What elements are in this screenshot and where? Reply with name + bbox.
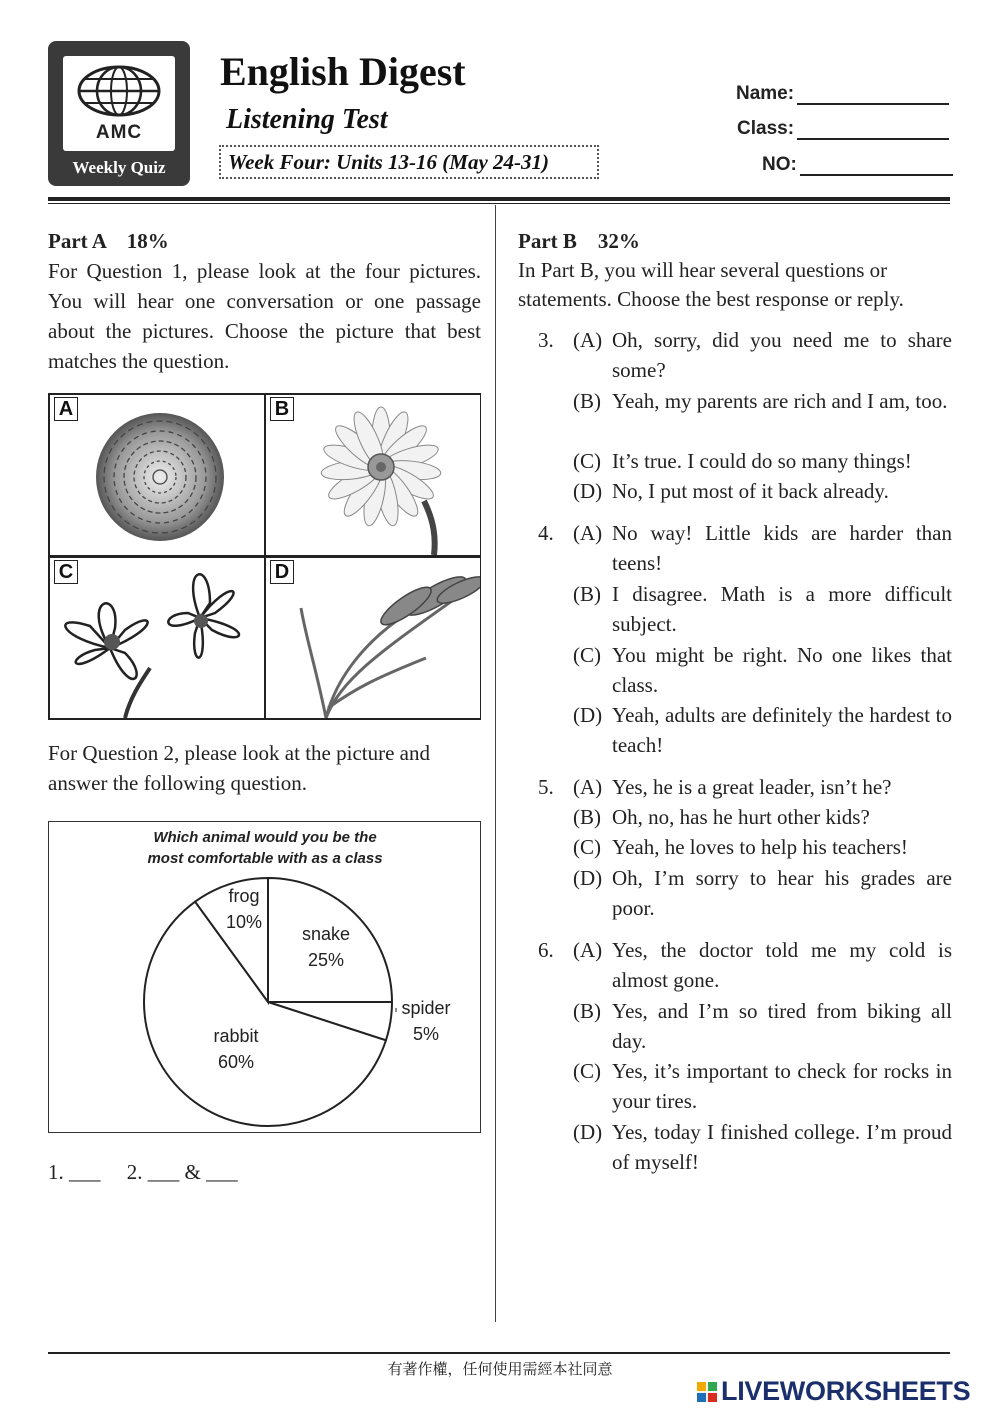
pie-value-rabbit: 60%	[217, 1052, 255, 1072]
pie-value-spider: 5%	[412, 1024, 440, 1044]
brand-text: LIVEWORKSHEETS	[721, 1376, 971, 1406]
question-number: 3.	[538, 328, 554, 352]
option-letter: (D)	[573, 479, 603, 503]
question-6-option-a[interactable]	[573, 935, 952, 995]
question-4-option-c[interactable]	[573, 640, 952, 700]
picture-label: D	[270, 560, 294, 584]
question-3-option-d[interactable]	[573, 476, 952, 506]
page-title: English Digest	[220, 49, 466, 94]
pie-label-snake: snake	[301, 924, 351, 944]
option-letter: (B)	[573, 805, 601, 829]
copyright-notice: 有著作權，任何使用需經本社同意	[387, 1360, 613, 1378]
picture-grid	[48, 393, 481, 720]
option-letter: (B)	[573, 389, 601, 413]
page-subtitle: Listening Test	[226, 104, 388, 135]
pie-label-rabbit: rabbit	[213, 1026, 259, 1046]
option-letter: (B)	[573, 999, 601, 1023]
question-5-option-a[interactable]	[573, 772, 952, 802]
option-text: Oh, no, has he hurt other kids?	[612, 805, 870, 829]
option-letter: (A)	[573, 521, 603, 545]
chart-title: Which animal would you be the most comfortable with as a class	[147, 829, 383, 867]
picture-a[interactable]	[50, 395, 264, 555]
picture-c[interactable]	[50, 558, 264, 718]
option-letter: (C)	[573, 643, 601, 667]
picture-label: B	[270, 397, 294, 421]
pie-value-snake: 25%	[307, 950, 345, 970]
question-number: 5.	[538, 775, 554, 799]
logo-caption: Weekly Quiz	[72, 158, 166, 177]
liveworksheets-icon	[697, 1382, 717, 1402]
globe-icon	[75, 64, 163, 118]
option-text: No way! Little kids are harder than teens!	[612, 521, 952, 575]
picture-b[interactable]	[266, 395, 480, 555]
question-6-option-d[interactable]	[573, 1117, 952, 1177]
question-5-option-b[interactable]	[573, 802, 952, 832]
logo-text: AMC	[95, 122, 143, 143]
column-divider	[495, 205, 496, 1322]
name-blank[interactable]	[797, 83, 949, 105]
question-6-option-c[interactable]	[573, 1056, 952, 1116]
option-letter: (D)	[573, 1120, 603, 1144]
desert-rose-icon	[50, 558, 264, 718]
name-field[interactable]	[736, 83, 949, 105]
option-letter: (C)	[573, 449, 601, 473]
dahlia-icon	[90, 405, 230, 550]
question-5-option-c[interactable]	[573, 832, 952, 862]
option-letter: (A)	[573, 328, 603, 352]
daisy-icon	[306, 403, 456, 555]
picture-label: C	[54, 560, 78, 584]
part-b-instructions: In Part B, you will hear several questions or statements. Choose the best response or reply.	[518, 258, 904, 311]
picture-label: A	[54, 397, 78, 421]
grid-divider-horizontal	[50, 555, 479, 558]
option-text: Yes, he is a great leader, isn’t he?	[612, 775, 892, 799]
no-blank[interactable]	[800, 154, 953, 176]
question-4-option-a[interactable]	[573, 518, 952, 578]
liveworksheets-logo[interactable]	[697, 1376, 970, 1407]
option-text: Yes, the doctor told me my cold is almost gone.	[612, 938, 952, 992]
question-2-instructions: For Question 2, please look at the picture and answer the following question.	[48, 741, 430, 795]
pie-label-frog: frog	[228, 886, 260, 906]
question-number: 6.	[538, 938, 554, 962]
option-text: Yeah, adults are definitely the hardest to teach!	[612, 703, 952, 757]
class-blank[interactable]	[797, 118, 949, 140]
class-field[interactable]	[737, 118, 949, 140]
option-text: I disagree. Math is a more difficult subject.	[612, 582, 952, 636]
question-3-option-c[interactable]	[573, 446, 952, 476]
option-letter: (B)	[573, 582, 601, 606]
option-text: Oh, sorry, did you need me to share some?	[612, 328, 952, 382]
pie-chart	[49, 822, 480, 1132]
option-text: Yes, today I finished college. I’m proud of myself!	[612, 1120, 952, 1174]
question-4-option-b[interactable]	[573, 579, 952, 639]
part-a-heading: Part A 18%	[48, 229, 169, 253]
pie-label-spider: spider	[401, 998, 451, 1018]
option-text: Yes, it’s important to check for rocks in your tires.	[612, 1059, 952, 1113]
picture-d[interactable]	[266, 558, 480, 718]
number-field[interactable]	[762, 154, 953, 176]
option-text: You might be right. No one likes that class.	[612, 643, 952, 697]
week-label: Week Four: Units 13-16 (May 24-31)	[219, 145, 599, 179]
option-letter: (D)	[573, 703, 603, 727]
amc-logo	[48, 41, 190, 186]
no-label: NO:	[762, 154, 797, 175]
option-text: Yeah, my parents are rich and I am, too.	[612, 389, 948, 413]
part-a-instructions: For Question 1, please look at the four pictures. You will hear one conversation or one passage about the pictures. Choose the picture that best matches the question.	[48, 259, 481, 373]
footer-divider	[48, 1352, 950, 1354]
name-label: Name:	[736, 83, 795, 104]
option-letter: (D)	[573, 866, 603, 890]
header-divider	[48, 197, 950, 201]
option-text: Yes, and I’m so tired from biking all day.	[612, 999, 952, 1053]
question-3-option-b[interactable]	[573, 386, 952, 416]
class-label: Class:	[737, 118, 795, 139]
question-3-option-a[interactable]	[573, 325, 952, 385]
option-letter: (A)	[573, 938, 603, 962]
header-divider-thin	[48, 203, 950, 204]
question-4-option-d[interactable]	[573, 700, 952, 760]
part-b-heading: Part B 32%	[518, 229, 640, 253]
option-letter: (A)	[573, 775, 603, 799]
option-text: Yeah, he loves to help his teachers!	[612, 835, 908, 859]
option-text: Oh, I’m sorry to hear his grades are poor.	[612, 866, 952, 920]
option-text: No, I put most of it back already.	[612, 479, 889, 503]
option-letter: (C)	[573, 1059, 601, 1083]
answer-blanks[interactable]: 1. ___ 2. ___ & ___	[48, 1160, 238, 1184]
option-letter: (C)	[573, 835, 601, 859]
question-number: 4.	[538, 521, 554, 545]
question-5-option-d[interactable]	[573, 863, 952, 923]
option-text: It’s true. I could do so many things!	[612, 449, 912, 473]
pie-value-frog: 10%	[225, 912, 263, 932]
question-6-option-b[interactable]	[573, 996, 952, 1056]
wheat-icon	[266, 558, 480, 718]
pie-chart-box	[48, 821, 481, 1133]
